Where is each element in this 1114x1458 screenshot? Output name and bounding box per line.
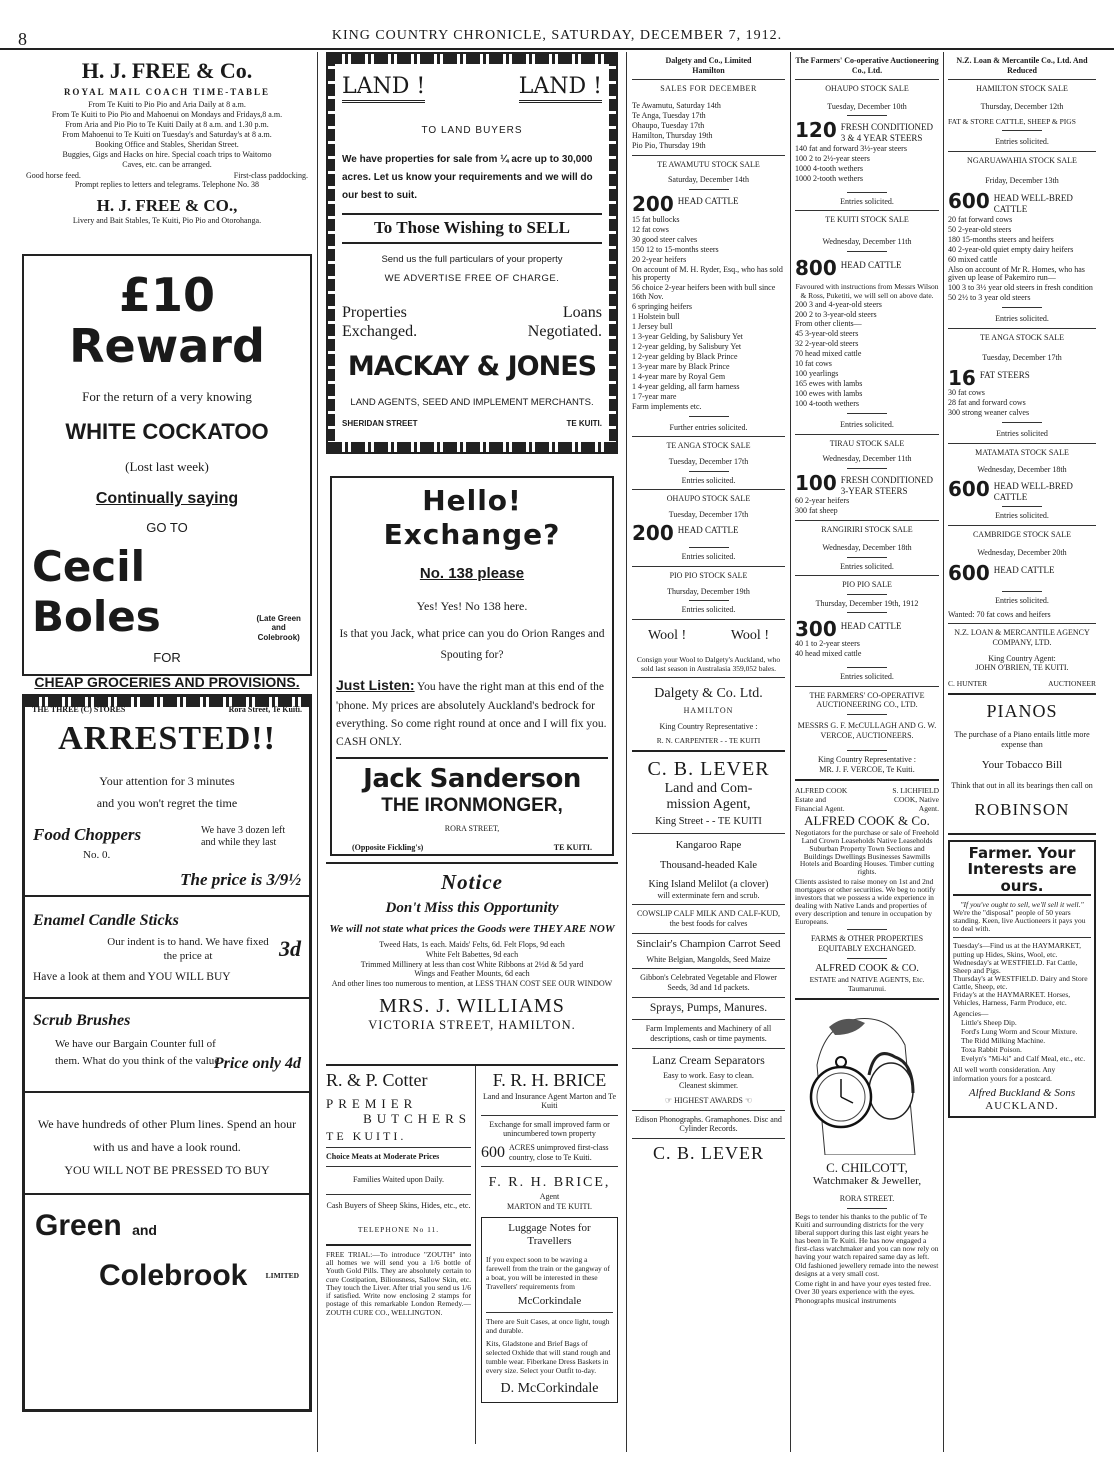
free-title: H. J. FREE & Co. (81, 58, 253, 83)
notice-advert: Notice Don't Miss this Opportunity We will not state what prices the Goods were THEY ARE NOW Tweed Hats, 1s each. Maids' Felts, 6d. Felt Flops, 9d each White Felt Babettes, 9d each Trimmed Millinery at less than cost White Ribbons at 2½d & 5d yard Wings and Feather Mounts, 6d each And other lines too numerous to mention, at LESS THAN COST SEE OUR WINDOW MRS. J. WILLIAMS VICTORIA STREET, HAMILTON. (326, 862, 618, 1060)
lever-advert: C. B. LEVER Land and Com- mission Agent, King Street - - TE KUITI Kangaroo Rape Thousand-headed Kale King Island Melilot (a clover) will exterminate fern and scrub. COWSLIP CALF MILK AND CALF-KUD, the best foods for calves Sinclair's Champion Carrot Seed White Belgian, Mangolds, Seed Maize Gibbon's Celebrated Vegetable and Flower Seeds, 3d and 1d packets. Sprays, Pumps, Manures. Farm Implements and Machinery of all descriptions, cash or time payments. Lanz Cream Separators Easy to work. Easy to clean. Cleanest skimmer. ☞ HIGHEST AWARDS ☜ Edison Phonographs. Gramaphones. Disc and Cylinder Records. C. B. LEVER (632, 757, 785, 1165)
page-header (0, 0, 1114, 50)
pointing-hand-icon: ☞ (664, 1096, 675, 1106)
reward-title: £10 Reward (69, 268, 265, 373)
jack-sanderson: Jack Sanderson (363, 763, 581, 794)
page-number: 8 (18, 29, 27, 49)
pointing-hand-icon: ☜ (742, 1096, 753, 1106)
enamel-candle-sticks: Enamel Candle Sticks (33, 912, 179, 930)
column-2 (326, 52, 618, 1452)
masthead: KING COUNTRY CHRONICLE, SATURDAY, DECEMBER 7, 1912. (331, 28, 783, 43)
cecil-boles: Cecil Boles (32, 541, 161, 641)
column-rule (626, 52, 627, 1452)
reward-advert: £10 Reward For the return of a very knowing WHITE COCKATOO (Lost last week) Continually saying GO TO Cecil Boles (Late Green and Colebrook) FOR CHEAP GROCERIES AND PROVISIONS. THE THREE (C) STORES Rora Street, Te Kuiti. (22, 254, 312, 676)
zouth-advert: FREE TRIAL:—To introduce "ZOUTH" into all homes we will send you a 1/6 bottle of Youth Gold Pills. They are absolutely certain to cure Costipation, Biliousness, Sallow Skin, etc. They touch the Liver. After trial you send us 1/6 if satisfied. Write now enclosing 2 stamps for postage of this remarkable London Remedy.—ZOUTH CURE CO., WELLINGTON. (326, 1249, 471, 1317)
column-rule (943, 52, 944, 1452)
dalgety-name: Dalgety & Co. Ltd. (654, 685, 763, 701)
hello-exchange-advert: Hello! Exchange? No. 138 please Yes! Yes! No 138 here. Is that you Jack, what price can you do Orion Ranges and Spouting for? Just Listen: You have the right man at this end of the 'phone. My prices are absolutely Auckland's bedrock for everything. So come right round at once and I will fix you. CASH ONLY. Jack Sanderson THE IRONMONGER, RORA STREET, (Opposite Fickling's) TE KUITI. (330, 476, 614, 856)
land-advert: LAND ! LAND ! TO LAND BUYERS We have properties for sale from ¼ acre up to 30,000 acres. Let us know your requirements and we will do our best to suit. To Those Wishing to SELL Send us the full particulars of your property WE ADVERTISE FREE OF CHARGE. Properties Exchanged. Loans Negotiated. MACKAY & JONES LAND AGENTS, SEED AND IMPLEMENT MERCHANTS. SHERIDAN STREET TE KUITI. (326, 52, 618, 454)
watch-and-lady-illustration (795, 1005, 939, 1155)
food-choppers: Food Choppers (33, 824, 142, 844)
brice-advert: F. R. H. BRICE Land and Insurance Agent Marton and Te Kuiti Exchange for small improved farm or unincumbered town property 600 ACRES unimproved first-class country, close to Te Kuiti. F. R. H. BRICE, Agent MARTON and TE KUITI. Luggage Notes for Travellers If you expect soon to be waving a farewell from the train or the gangway of a boat, you will be interested in these Travellers' requirements from McCorkindale There are Suit Cases, at once light, tough and durable. Kits, Gladstone and Brief Bags of selected Oxhide that will stand rough and tumble wear. Fiberkane Dress Baskets in every size. Select your Outfit to-day. D. McCorkindale (476, 1066, 618, 1444)
coach-timetable-heading: ROYAL MAIL COACH TIME-TABLE (63, 87, 271, 98)
pianos-advert: PIANOS The purchase of a Piano entails little more expense than Your Tobacco Bill Think that out in all its bearings then call on ROBINSON (951, 700, 1093, 820)
column-5: N.Z. Loan & Mercantile Co., Ltd. And Reduced HAMILTON STOCK SALE Thursday, December 12th FAT & STORE CATTLE, SHEEP & PIGS Entries solicited. NGARUAWAHIA STOCK SALE Friday, December 13th 600 HEAD WELL-BRED CATTLE 20 fat forward cows 50 2-year-old steers 180 15-months steers and heifers 40 2-year-old quiet empty dairy heifers 60 mixed cattle Also on account of Mr R. Homes, who has given up lease of Pakemiro run— 100 3 to 3½ year old steers in fresh condition 50 2½ to 3 year old steers Entries solicited. TE ANGA STOCK SALE Tuesday, December 17th 16 FAT STEERS 30 fat cows 28 fat and forward cows 300 strong weaner calves Entries solicited MATAMATA STOCK SALE Wednesday, December 18th 600 HEAD WELL-BRED CATTLE Entries solicited. CAMBRIDGE STOCK SALE Wednesday, December 20th 600 HEAD CATTLE Entries solicited. Wanted: 70 fat cows and heifers N.Z. LOAN & MERCANTILE AGENCY COMPANY, LTD. King Country Agent: JOHN O'BRIEN, TE KUITI. C. HUNTER AUCTIONEER PIANOS The purchase of a Piano entails little more expense than Your Tobacco Bill Think that out in all its bearings then call on ROBINSON Farmer. Your Interests are ours. "If you've ought to sell, we'll sell it well." We're the "disposal" people of 50 years standing. Keen, live Auctioneers it pays you to deal with. Tuesday's—Find us at the HAYMARKET, putting up Hides, Skins, Wool, etc. Wednesday's at WESTFIELD. Fat Cattle, Sheep and Pigs. Thursday's at WESTFIELD. Dairy and Store Cattle, Sheep, etc. Friday's at the HAYMARKET. Horses, Vehicles, Harness, Farm Produce, etc. Agencies— Little's Sheep Dip. Ford's Lung Worm and Scour Mixture. The Ridd Milking Machine. Toxa Rabbit Poison. Evelyn's "Mi-ki" and Calf Meal, etc., etc. All well worth consideration. Any information yours for a postcard. Alfred Buckland & Sons AUCKLAND. (948, 52, 1096, 1452)
mrs-williams: MRS. J. WILLIAMS (379, 995, 565, 1018)
cook-advert: ALFRED COOK Estate and Financial Agent. S. LICHFIELD COOK, Native Agent. ALFRED COOK & Co. Negotiators for the purchase or sale of Freehold Land Crown Leaseholds Native Leaseholds Suburban Property Town Sections and Buildings Dwellings Businesses Sawmills Hotels and Boarding Houses. Timber cutting rights. Clients assisted to raise money on 1st and 2nd mortgages or other securities. We beg to notify investors that we possess a wide experience in dealing with Native Lands and properties of every description and tenure in occupation by Europeans. FARMS & OTHER PROPERTIES EQUITABLY EXCHANGED. ALFRED COOK & CO. ESTATE and NATIVE AGENTS, Etc. Taumarunui. (795, 786, 939, 994)
hello-exchange: Hello! Exchange? (383, 484, 561, 551)
arrested-advert: ARRESTED!! Your attention for 3 minutes and you won't regret the time Food Choppers We have 3 dozen left and while they last No. 0. The price is 3/9½ Enamel Candle Sticks Our indent is to hand. We have fixed the price at 3d Have a look at them and YOU WILL BUY Scrub Brushes We have our Bargain Counter full of them. What do you think of the value Price only 4d We have hundreds of other Plum lines. Spend an hour with us and have a look round. YOU WILL NOT BE PRESSED TO BUY Green and Colebrook LIMITED (22, 694, 312, 1412)
cotter-advert: R. & P. Cotter PREMIER BUTCHERS TE KUITI. Choice Meats at Moderate Prices Families Waited upon Daily. Cash Buyers of Sheep Skins, Hides, etc., etc. TELEPHONE No 11. FREE TRIAL:—To introduce "ZOUTH" into all homes we will send you a 1/6 bottle of Youth Gold Pills. They are absolutely certain to cure Costipation, Biliousness, Sallow Skin, etc. They touch the Liver. After trial you send us 1/6 if satisfied. Write now enclosing 2 stamps for postage of this remarkable London Remedy.—ZOUTH CURE CO., WELLINGTON. (326, 1066, 476, 1444)
chilcott-advert: C. CHILCOTT, Watchmaker & Jeweller, RORA STREET. Begs to tender his thanks to the public of Te Kuiti and surrounding districts for the very liberal support during this last eight years he has been in Te Kuiti. He has now engaged a first-class watchmaker and you can now rely on having your watch repaired same day as left. Old fashioned jewellery remade into the newest designs at a very small cost. Come right in and have your eyes tested free. Over 30 years experience with the eyes. Phonographs musical instruments (795, 1005, 939, 1305)
column-3: Dalgety and Co., Limited Hamilton SALES FOR DECEMBER Te Awamutu, Saturday 14th Te Anga, Tuesday 17th Ohaupo, Tuesday 17th Hamilton, Thursday 19th Pio Pio, Thursday 19th TE AWAMUTU STOCK SALE Saturday, December 14th 200 HEAD CATTLE 15 fat bullocks 12 fat cows 30 good steer calves 150 12 to 15-months steers 20 2-year heifers On account of M. H. Ryder, Esq., who has sold his property 56 choice 2-year heifers been with bull since 16th Nov. 6 springing heifers 1 Holstein bull 1 Jersey bull 1 3-year Gelding, by Salisbury Yet 1 2-year gelding, by Salisbury Yet 1 2-year gelding by Black Prince 1 3-year mare by Black Prince 1 4-year mare by Royal Gem 1 4-year gelding, all farm harness 1 7-year mare Farm implements etc. Further entries solicited. TE ANGA STOCK SALE Tuesday, December 17th Entries solicited. OHAUPO STOCK SALE Tuesday, December 17th 200 HEAD CATTLE Entries solicited. PIO PIO STOCK SALE Thursday, December 19th Entries solicited. Wool ! Wool ! Consign your Wool to Dalgety's Auckland, who sold last season in Australasia 359,052 bales. Dalgety & Co. Ltd. HAMILTON King Country Representative : R. N. CARPENTER - - TE KUITI C. B. LEVER Land and Com- mission Agent, King Street - - TE KUITI Kangaroo Rape Thousand-headed Kale King Island Melilot (a clover) will exterminate fern and scrub. COWSLIP CALF MILK AND CALF-KUD, the best foods for calves Sinclair's Champion Carrot Seed White Belgian, Mangolds, Seed Maize Gibbon's Celebrated Vegetable and Flower Seeds, 3d and 1d packets. Sprays, Pumps, Manures. Farm Implements and Machinery of all descriptions, cash or time payments. Lanz Cream Separators Easy to work. Easy to clean. Cleanest skimmer. ☞ HIGHEST AWARDS ☜ Edison Phonographs. Gramaphones. Disc and Cylinder Records. C. B. LEVER (632, 52, 785, 1452)
free-title-2: H. J. FREE & CO., (96, 196, 238, 216)
mackay-jones: MACKAY & JONES (347, 350, 597, 382)
timetable-lines: From Te Kuiti to Pio Pio and Aria Daily at 8 a.m. From Te Kuiti to Pio Pio and Mahoenui on Mondays and Fridays,8 a.m. From Aria and Pio Pio to Te Kuiti Daily at 8 a.m. and 1.30 p.m. From Mahoenui to Te Kuiti on Tuesday's and Saturday's at 8 a.m. Booking Office and Stables, Sheridan Street. Buggies, Gigs and Hacks on hire. Special coach trips to Waitomo Caves, etc. can be arranged. (51, 100, 283, 169)
farmer-advert: Farmer. Your Interests are ours. "If you've ought to sell, we'll sell it well." We're the "disposal" people of 50 years standing. Keen, live Auctioneers it pays you to deal with. Tuesday's—Find us at the HAYMARKET, putting up Hides, Skins, Wool, etc. Wednesday's at WESTFIELD. Fat Cattle, Sheep and Pigs. Thursday's at WESTFIELD. Dairy and Store Cattle, Sheep, etc. Friday's at the HAYMARKET. Horses, Vehicles, Harness, Farm Produce, etc. Agencies— Little's Sheep Dip. Ford's Lung Worm and Scour Mixture. The Ridd Milking Machine. Toxa Rabbit Poison. Evelyn's "Mi-ki" and Calf Meal, etc., etc. All well worth consideration. Any information yours for a postcard. Alfred Buckland & Sons AUCKLAND. (948, 840, 1096, 1118)
column-4: The Farmers' Co-operative Auctioneering Co., Ltd. OHAUPO STOCK SALE Tuesday, December 10th 120 FRESH CONDITIONED 3 & 4 YEAR STEERS 140 fat and forward 3½-year steers 100 2 to 2½-year steers 1000 4-tooth wethers 1000 2-tooth wethers Entries solicited. TE KUITI STOCK SALE Wednesday, December 11th 800 HEAD CATTLE Favoured with instructions from Messrs Wilson & Ross, Puketiti, we will sell on above date. 200 3 and 4-year-old steers 200 2 to 3-year-old steers From other clients— 45 3-year-old steers 32 2-year-old steers 70 head mixed cattle 10 fat cows 100 yearlings 165 ewes with lambs 100 ewes with lambs 100 4-tooth wethers Entries solicited. TIRAU STOCK SALE Wednesday, December 11th 100 FRESH CONDITIONED 3-YEAR STEERS 60 2-year heifers 300 fat sheep RANGIRIRI STOCK SALE Wednesday, December 18th Entries solicited. PIO PIO SALE Thursday, December 19th, 1912 300 HEAD CATTLE 40 1 to 2-year steers 40 head mixed cattle Entries solicited. THE FARMERS' CO-OPERATIVE AUCTIONEERING CO., LTD. MESSRS G. F. McCULLAGH AND G. W. VERCOE, AUCTIONEERS. King Country Representative : MR. J. F. VERCOE, Te Kuiti. ALFRED COOK Estate and Financial Agent. S. LICHFIELD COOK, Native Agent. ALFRED COOK & Co. Negotiators for the purchase or sale of Freehold Land Crown Leaseholds Native Leaseholds Suburban Property Town Sections and Buildings Dwellings Businesses Sawmills Hotels and Boarding Houses. Timber cutting rights. Clients assisted to raise money on 1st and 2nd mortgages or other securities. We beg to notify investors that we possess a wide experience in dealing with Native Lands and properties of every description and tenure in occupation by Europeans. FARMS & OTHER PROPERTIES EQUITABLY EXCHANGED. ALFRED COOK & CO. ESTATE and NATIVE AGENTS, Etc. Taumarunui. C. CHILCOTT, Watchmaker & Jeweller, RORA STREET. Begs to tender his thanks to the public of Te Kuiti and surrounding districts for the very liberal support during this last eight years he has been in Te Kuiti. He has now engaged a first-class watchmaker and you can now rely on having your watch repaired same day as left. Old fashioned jewellery remade into the newest designs at a very small cost. Come right in and have your eyes tested free. Over 30 years experience with the eyes. Phonographs musical instruments (795, 56, 939, 1305)
white-cockatoo: WHITE COCKATOO (65, 418, 269, 444)
green-colebrook: Green and Colebrook LIMITED (35, 1208, 299, 1292)
column-1 (22, 52, 312, 1452)
arrested-title: ARRESTED!! (58, 720, 276, 757)
column-rule (317, 52, 318, 1452)
free-advert: H. J. FREE & Co. ROYAL MAIL COACH TIME-TABLE From Te Kuiti to Pio Pio and Aria Daily at 8 a.m. From Te Kuiti to Pio Pio and Mahoenui on Mondays and Fridays,8 a.m. From Aria and Pio Pio to Te Kuiti Daily at 8 a.m. and 1.30 p.m. From Mahoenui to Te Kuiti on Tuesday's and Saturday's at 8 a.m. Booking Office and Stables, Sheridan Street. Buggies, Gigs and Hacks on hire. Special coach trips to Waitomo Caves, etc. can be arranged. Good horse feed. First-class paddocking. Prompt replies to letters and telegrams. Telephone No. 38 H. J. FREE & CO., Livery and Bait Stables, Te Kuiti, Pio Pio and Otorohanga. (22, 58, 312, 250)
column-rule (790, 52, 791, 1452)
scrub-brushes: Scrub Brushes (33, 1011, 131, 1029)
buckland-signature: Alfred Buckland & Sons (968, 1086, 1076, 1099)
luggage-advert: Luggage Notes for Travellers If you expect soon to be waving a farewell from the train or the gangway of a boat, you will be interested in these Travellers' requirements from McCorkindale There are Suit Cases, at once light, tough and durable. Kits, Gladstone and Brief Bags of selected Oxhide that will stand rough and tumble wear. Fiberkane Dress Baskets in every size. Select your Outfit to-day. D. McCorkindale (481, 1217, 618, 1402)
